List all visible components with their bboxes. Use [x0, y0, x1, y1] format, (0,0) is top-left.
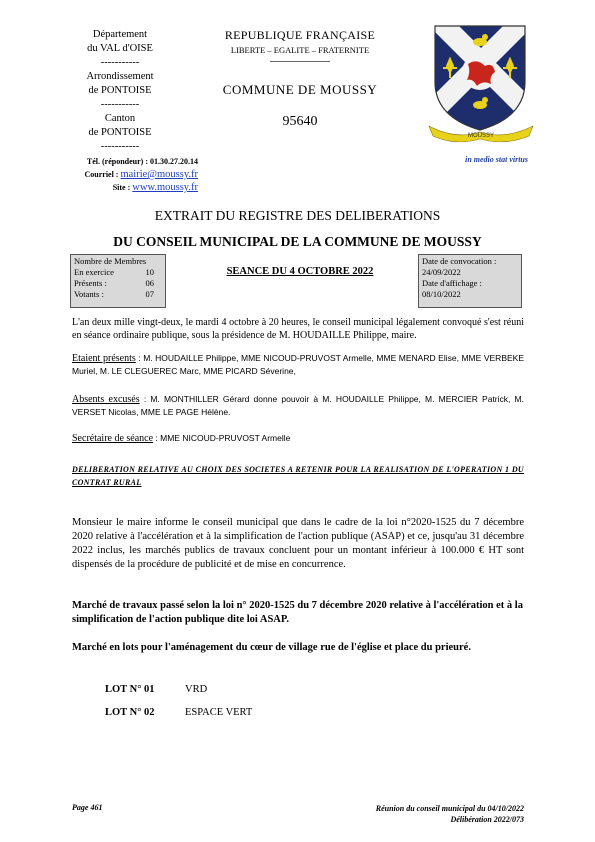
- crest-banner-text: MOUSSY: [467, 133, 495, 139]
- footer-deliberation: Délibération 2022/073: [450, 815, 524, 824]
- body-paragraph-2: Marché de travaux passé selon la loi n° 2020-1525 du 7 décembre 2020 relative à l'accélération et à la simplification de l'action publique dite loi ASAP.: [72, 600, 523, 625]
- department-line: Département: [92, 29, 148, 40]
- convocation-date: 24/09/2022: [422, 267, 461, 277]
- site-label: Site :: [112, 183, 133, 192]
- document-title: EXTRAIT DU REGISTRE DES DELIBERATIONS: [154, 208, 441, 223]
- site-line: [38, 181, 198, 194]
- arrondissement-line: de PONTOISE: [88, 85, 152, 96]
- members-label: En exercice: [74, 267, 114, 277]
- intro-paragraph: L'an deux mille vingt-deux, le mardi 4 octobre à 20 heures, le conseil municipal légalement convoqué s'est réuni en séance ordinaire publique, sous la présidence de M. HOUDAILLE Philippe, maire.: [72, 317, 524, 341]
- members-heading: Nombre de Membres: [74, 256, 147, 266]
- arrondissement-line: Arrondissement: [86, 71, 154, 82]
- members-row: [74, 267, 162, 278]
- presents-label: Etaient présents: [72, 353, 136, 364]
- convocation-label: Date de convocation :: [422, 256, 497, 266]
- members-row: [74, 289, 162, 300]
- members-value: 10: [145, 267, 154, 277]
- email-line: [38, 168, 198, 181]
- secretaire-paragraph: [72, 432, 524, 445]
- page-number: Page 461: [72, 803, 103, 812]
- secretaire-text: : MME NICOUD-PRUVOST Armelle: [153, 433, 291, 443]
- lot-value: VRD: [185, 684, 208, 695]
- phone-line: Tél. (répondeur) : 01.30.27.20.14: [86, 157, 198, 166]
- commune-name: COMMUNE DE MOUSSY: [222, 82, 378, 97]
- department-line: du VAL d'OISE: [87, 43, 153, 54]
- lot-label: LOT N° 01: [105, 684, 155, 695]
- secretaire-label: Secrétaire de séance: [72, 433, 154, 444]
- separator-line: -----------: [100, 141, 140, 152]
- lot-label: LOT N° 02: [105, 707, 155, 718]
- excuses-label: Absents excusés: [72, 394, 140, 405]
- excuses-paragraph: [72, 393, 524, 419]
- members-label: Présents :: [74, 278, 107, 288]
- department-block: [60, 28, 180, 154]
- dates-box: [418, 254, 522, 308]
- excuses-text: : M. MONTHILLER Gérard donne pouvoir à M. HOUDAILLE Philippe, M. MERCIER Patrick, M. VERSET Nicolas, MME LE PAGE Hélène.: [72, 394, 524, 417]
- motto: in medio stat virtus: [465, 155, 528, 164]
- footer-reunion: Réunion du conseil municipal du 04/10/2022: [375, 804, 524, 813]
- separator-line: -----------: [100, 99, 140, 110]
- email-label: Courriel :: [84, 170, 121, 179]
- divider: [270, 61, 330, 62]
- footer-meta: [300, 803, 524, 825]
- presents-text: : M. HOUDAILLE Philippe, MME NICOUD-PRUVOST Armelle, MME MENARD Elise, MME VERBEKE Muriel, M. LE CLEGUEREC Marc, MME PICARD Séverine,: [72, 353, 524, 376]
- contact-block: [38, 155, 198, 194]
- body-paragraph-3: Marché en lots pour l'aménagement du cœur de village rue de l'église et place du prieuré.: [72, 642, 471, 653]
- devise: LIBERTE – EGALITE – FRATERNITE: [230, 45, 370, 55]
- postal-code: 95640: [282, 114, 318, 129]
- seance-title: SEANCE DU 4 OCTOBRE 2022: [226, 266, 374, 277]
- presents-paragraph: [72, 352, 524, 378]
- deliberation-title: DELIBERATION RELATIVE AU CHOIX DES SOCIETES A RETENIR POUR LA REALISATION DE L'OPERATION 1 DU CONTRAT RURAL: [72, 465, 524, 487]
- republic-header: [195, 28, 405, 130]
- members-value: 07: [145, 289, 154, 299]
- document-subtitle: DU CONSEIL MUNICIPAL DE LA COMMUNE DE MOUSSY: [113, 234, 482, 249]
- email-link[interactable]: mairie@moussy.fr: [120, 169, 198, 180]
- lot-value: ESPACE VERT: [185, 707, 253, 718]
- republique-title: REPUBLIQUE FRANÇAISE: [224, 28, 376, 42]
- affichage-date: 08/10/2022: [422, 289, 461, 299]
- separator-line: -----------: [100, 57, 140, 68]
- affichage-label: Date d'affichage :: [422, 278, 482, 288]
- members-box: [70, 254, 166, 308]
- members-label: Votants :: [74, 289, 104, 299]
- body-paragraph-1: Monsieur le maire informe le conseil municipal que dans le cadre de la loi n°2020-1525 du 7 décembre 2020 relative à l'accélération et à la simplification de l'action publique (ASAP) et ce, jusqu'au 31 décembre 2022 inclus, les marchés publics de travaux concluent pour un montant inférieur à 100.000 € HT sont dispensés de la procédure de publicité et de mise en concurrence.: [72, 517, 524, 570]
- canton-line: Canton: [104, 113, 136, 124]
- site-link[interactable]: www.moussy.fr: [132, 182, 198, 193]
- members-value: 06: [145, 278, 154, 288]
- members-row: [74, 278, 162, 289]
- coat-of-arms: [425, 22, 537, 142]
- crest-icon: [425, 22, 537, 142]
- canton-line: de PONTOISE: [88, 127, 152, 138]
